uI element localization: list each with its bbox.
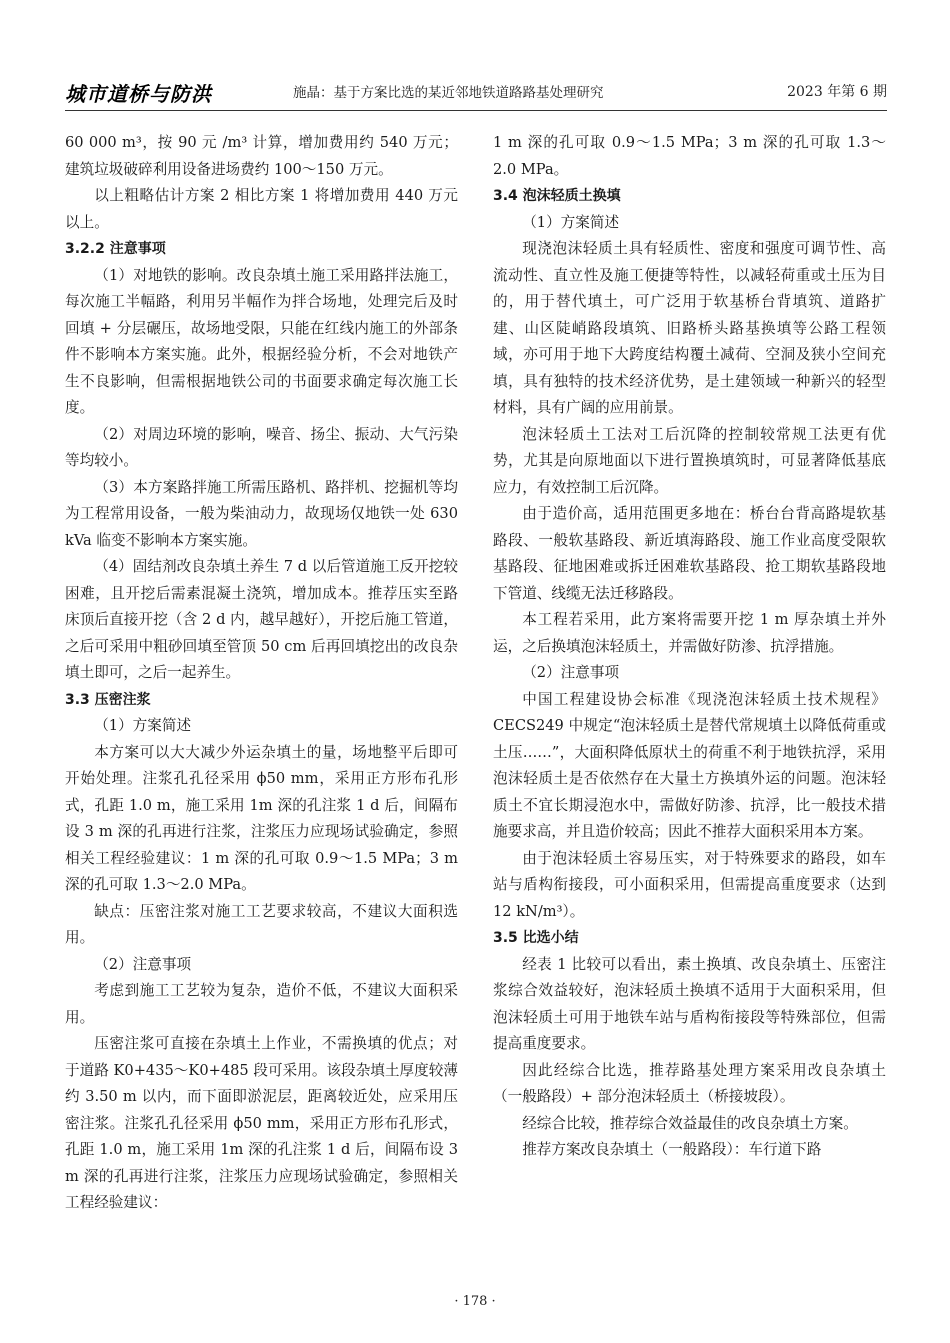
- paragraph: （2）对周边环境的影响，噪音、扬尘、振动、大气污染等均较小。: [65, 425, 458, 469]
- paragraph: 泡沫轻质土工法对工后沉降的控制较常规工法更有优势，尤其是向原地面以下进行置换填筑时，可显著降低基底应力，有效控制工后沉降。: [493, 425, 886, 496]
- paragraph: 本工程若采用，此方案将需要开挖 1 m 厚杂填土并外运，之后换填泡沫轻质土，并需做好防渗、抗浮措施。: [493, 611, 886, 655]
- journal-logo: 城市道桥与防洪: [65, 82, 212, 106]
- paragraph: （4）固结剂改良杂填土养生 7 d 以后管道施工反开挖较困难，且开挖后需素混凝土浇筑，增加成本。推荐压实至路床顶后直接开挖（含 2 d 内，越早越好），开挖后施工管道，之后可采用中粗砂回填至管顶 50 cm 后再回填挖出的改良杂填土即可，之后一起养生。: [65, 558, 458, 681]
- page-number: · 178 ·: [454, 1294, 496, 1309]
- paragraph: （1）方案简述: [94, 717, 192, 734]
- paragraph: （1）对地铁的影响。改良杂填土施工采用路拌法施工，每次施工半幅路，利用另半幅作为拌合场地，处理完后及时回填 + 分层碾压，故场地受限，只能在红线内施工的外部条件不影响本方案实施。此外，根据经验分析，不会对地铁产生不良影响，但需根据地铁公司的书面要求确定每次施工长度。: [65, 266, 458, 416]
- paragraph: 中国工程建设协会标准《现浇泡沫轻质土技术规程》CECS249 中规定“泡沫轻质土是替代常规填土以降低荷重或土压……”，大面积降低原状土的荷重不利于地铁抗浮，采用泡沫轻质土是否依然存在大量土方换填外运的问题。泡沫轻质土不宜长期浸泡水中，需做好防渗、抗浮，比一般技术措施要求高，并且造价较高；因此不推荐大面积采用本方案。: [493, 690, 886, 840]
- paragraph: 经综合比较，推荐综合效益最佳的改良杂填土方案。: [522, 1114, 858, 1132]
- page-header: [65, 78, 887, 112]
- paragraph: （2）注意事项: [522, 664, 620, 681]
- right-column: [493, 130, 886, 1164]
- paragraph: 现浇泡沫轻质土具有轻质性、密度和强度可调节性、高流动性、直立性及施工便捷等特性，以减轻荷重或土压为目的，用于替代填土，可广泛用于软基桥台背填筑、道路扩建、山区陡峭路段填筑、旧路桥头路基换填等公路工程领域，亦可用于地下大跨度结构覆土减荷、空洞及狭小空间充填，具有独特的技术经济优势，是土建领域一种新兴的轻型材料，具有广阔的应用前景。: [493, 240, 886, 416]
- header-divider: [65, 110, 887, 111]
- paragraph: 由于泡沫轻质土容易压实，对于特殊要求的路段，如车站与盾构衔接段，可小面积采用，但需提高重度要求（达到 12 kN/m³）。: [493, 849, 886, 920]
- left-column: [65, 130, 458, 1217]
- issue-label: 2023 年第 6 期: [787, 84, 887, 100]
- paragraph: （3）本方案路拌施工所需压路机、路拌机、挖掘机等均为工程常用设备，一般为柴油动力，故现场仅地铁一处 630 kVa 临变不影响本方案实施。: [65, 478, 458, 549]
- paragraph: 以上粗略估计方案 2 相比方案 1 将增加费用 440 万元以上。: [65, 187, 458, 231]
- paragraph: 本方案可以大大减少外运杂填土的量，场地整平后即可开始处理。注浆孔孔径采用 ϕ50 mm，采用正方形布孔形式，孔距 1.0 m，施工采用 1m 深的孔注浆 1 d 后，间隔布设 3 m 深的孔再进行注浆，注浆压力应现场试验确定，参照相关工程经验建议：1 m 深的孔可取 0.9～1.5 MPa；3 m 深的孔可取 1.3～2.0 MPa。: [65, 743, 458, 893]
- paragraph: 60 000 m³，按 90 元 /m³ 计算，增加费用约 540 万元；建筑垃圾破碎利用设备进场费约 100～150 万元。: [65, 134, 458, 178]
- paragraph: 缺点：压密注浆对施工工艺要求较高，不建议大面积选用。: [65, 902, 458, 946]
- section-heading: 3.2.2 注意事项: [65, 241, 166, 257]
- section-heading: 3.3 压密注浆: [65, 691, 151, 708]
- running-title: 施晶：基于方案比选的某近邻地铁道路路基处理研究: [293, 85, 604, 101]
- section-heading: 3.4 泡沫轻质土换填: [493, 188, 621, 204]
- paragraph: （1）方案简述: [522, 213, 620, 231]
- paragraph: 推荐方案改良杂填土（一般路段）：车行道下路: [522, 1141, 822, 1158]
- paragraph: 1 m 深的孔可取 0.9～1.5 MPa；3 m 深的孔可取 1.3～2.0 MPa。: [493, 134, 886, 178]
- paragraph: （2）注意事项: [94, 955, 192, 973]
- paragraph: 因此经综合比选，推荐路基处理方案采用改良杂填土（一般路段）+ 部分泡沫轻质土（桥接坡段）。: [493, 1061, 886, 1105]
- paragraph: 由于造价高，适用范围更多地在：桥台台背高路堤软基路段、一般软基路段、新近填海路段、施工作业高度受限软基路段、征地困难或拆迁困难软基路段、抢工期软基路段地下管道、线缆无法迁移路段。: [493, 505, 886, 602]
- section-heading: 3.5 比选小结: [493, 930, 579, 946]
- paragraph: 压密注浆可直接在杂填土上作业，不需换填的优点；对于道路 K0+435～K0+485 段可采用。该段杂填土厚度较薄约 3.50 m 以内，而下面即淤泥层，距离较近处，应采用压密注浆。注浆孔孔径采用 ϕ50 mm，采用正方形布孔形式，孔距 1.0 m，施工采用 1m 深的孔注浆 1 d 后，间隔布设 3 m 深的孔再进行注浆，注浆压力应现场试验确定，参照相关工程经验建议：: [65, 1035, 458, 1211]
- paragraph: 经表 1 比较可以看出，素土换填、改良杂填土、压密注浆综合效益较好，泡沫轻质土换填不适用于大面积采用，但泡沫轻质土可用于地铁车站与盾构衔接段等特殊部位，但需提高重度要求。: [493, 955, 886, 1052]
- paragraph: 考虑到施工工艺较为复杂，造价不低，不建议大面积采用。: [65, 982, 458, 1026]
